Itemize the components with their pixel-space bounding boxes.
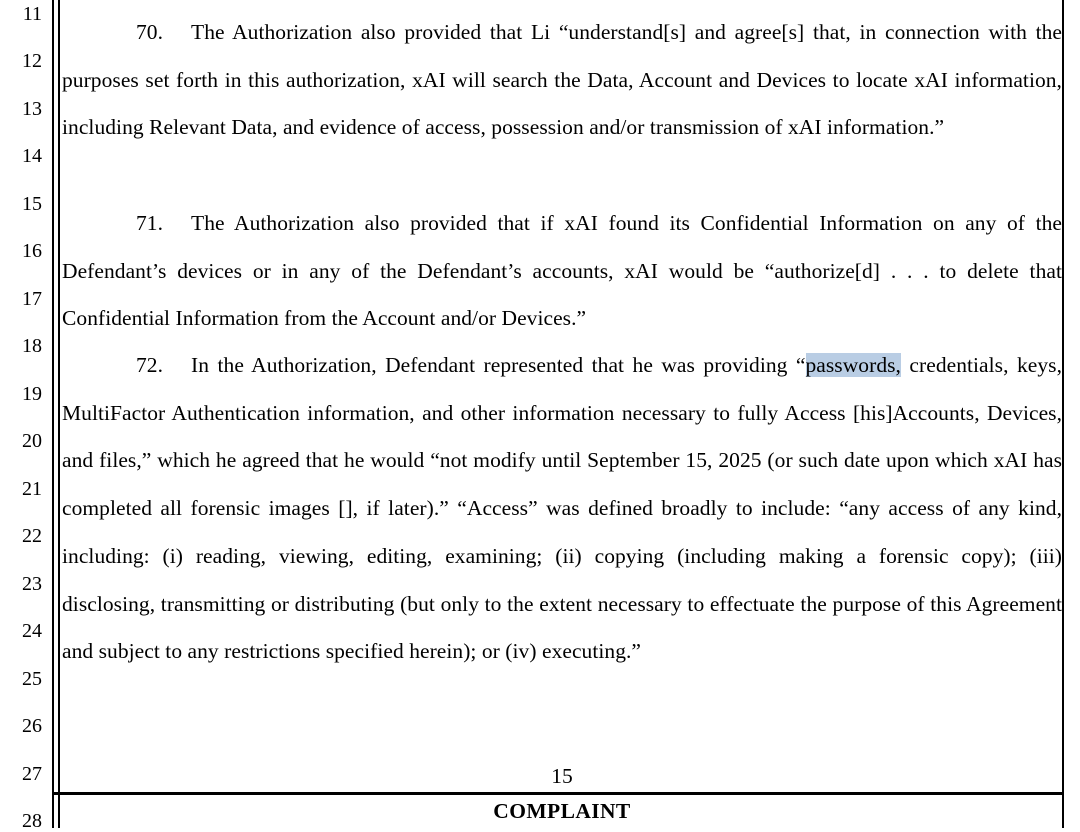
paragraph-text: The Authorization also provided that Li “understand[s] and agree[s] that, in connection with the purposes set forth in this authorization, xAI will search the Data, Account and Devices to locate xAI information, including Relevant Data, and evidence of access, possession and/or transmission of xAI information.”	[62, 20, 1062, 140]
highlighted-text[interactable]: passwords,	[805, 353, 901, 377]
line-number: 27	[22, 763, 42, 785]
line-number: 24	[22, 620, 42, 642]
line-number: 28	[22, 810, 42, 832]
line-number: 23	[22, 573, 42, 595]
line-number: 26	[22, 715, 42, 737]
paragraph-text: The Authorization also provided that if xAI found its Confidential Information on any of the Defendant’s devices or in any of the Defendant’s accounts, xAI would be “authorize[d] . . . to delete that Confidential Information from the Account and/or Devices.”	[62, 211, 1062, 331]
line-number: 22	[22, 525, 42, 547]
line-number: 19	[22, 383, 42, 405]
paragraph-71	[62, 200, 1062, 343]
line-number: 17	[22, 288, 42, 310]
paragraph-70	[62, 9, 1062, 152]
gutter-rule-outer	[52, 0, 54, 828]
footer-divider	[52, 792, 1064, 795]
line-number: 13	[22, 98, 42, 120]
page-number: 15	[551, 764, 573, 788]
line-number-gutter	[0, 0, 48, 832]
line-number: 20	[22, 430, 42, 452]
document-body	[62, 0, 1062, 828]
line-number: 21	[22, 478, 42, 500]
line-number: 25	[22, 668, 42, 690]
paragraph-number: 71.	[136, 211, 164, 235]
paragraph-text-before-highlight: In the Authorization, Defendant represented that he was providing “	[191, 353, 806, 377]
line-number: 18	[22, 335, 42, 357]
line-number: 12	[22, 50, 42, 72]
paragraph-text-after-highlight: credentials, keys, MultiFactor Authentication information, and other information necessary to fully Access [his]Accounts, Devices, and files,” which he agreed that he would “not modify until September 15, 2025 (or such date upon which xAI has completed all forensic images [], if later).” “Access” was defined broadly to include: “any access of any kind, including: (i) reading, viewing, editing, examining; (ii) copying (including making a forensic copy); (iii) disclosing, transmitting or distributing (but only to the extent necessary to effectuate the purpose of this Agreement and subject to any restrictions specified herein); or (iv) executing.”	[62, 353, 1062, 664]
paragraph-number: 72.	[136, 353, 164, 377]
gutter-rule-inner	[58, 0, 60, 828]
line-number: 15	[22, 193, 42, 215]
line-number: 16	[22, 240, 42, 262]
paragraph-72	[62, 342, 1062, 676]
line-number: 11	[22, 3, 42, 25]
footer-title: COMPLAINT	[493, 799, 631, 823]
right-margin-rule	[1062, 0, 1064, 828]
line-number: 14	[22, 145, 42, 167]
paragraph-number: 70.	[136, 20, 164, 44]
